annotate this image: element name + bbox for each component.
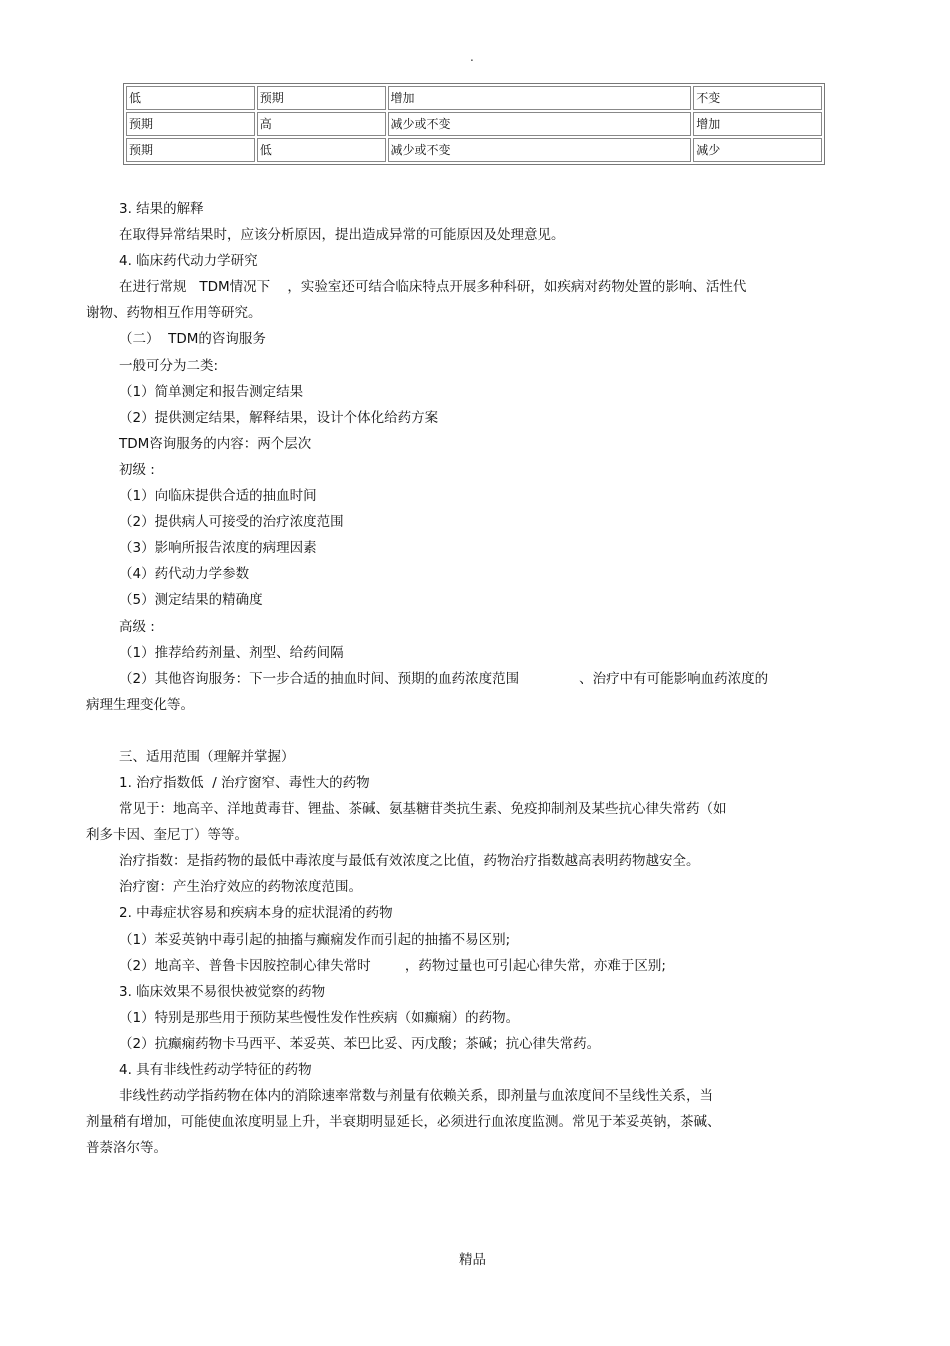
table-cell: 预期 <box>126 112 255 136</box>
text-line: （1）向临床提供合适的抽血时间 <box>119 488 317 505</box>
text-line: 4. 具有非线性药动学特征的药物 <box>119 1062 312 1078</box>
text-line: （1）特别是那些用于预防某些慢性发作性疾病（如癫痫）的药物。 <box>119 1009 520 1026</box>
table-cell: 预期 <box>257 86 386 110</box>
text-line: （5）测定结果的精确度 <box>119 592 263 609</box>
text-line: 病理生理变化等。 <box>86 696 194 713</box>
text-line: （1）简单测定和报告测定结果 <box>119 383 304 400</box>
table-cell: 低 <box>126 86 255 110</box>
text-line: 普萘洛尔等。 <box>86 1140 167 1157</box>
text-line: 初级 : <box>119 461 155 478</box>
text-line: 利多卡因、奎尼丁）等等。 <box>86 827 248 844</box>
text-line: 4. 临床药代动力学研究 <box>119 253 258 270</box>
text-line: （1）苯妥英钠中毒引起的抽搐与癫痫发作而引起的抽搐不易区别; <box>119 931 511 948</box>
table-cell: 减少或不变 <box>388 138 692 162</box>
text-line: 谢物、药物相互作用等研究。 <box>86 305 262 322</box>
text-line: （二） TDM的咨询服务 <box>119 331 266 348</box>
table-cell: 高 <box>257 112 386 136</box>
page-footer: 精品 <box>459 1252 486 1268</box>
text-line: （2）地高辛、普鲁卡因胺控制心律失常时 ，药物过量也可引起心律失常，亦难于区别; <box>119 957 666 974</box>
text-line: 治疗窗：产生治疗效应的药物浓度范围。 <box>119 879 362 896</box>
table-cell: 增加 <box>693 112 822 136</box>
text-line: 高级 : <box>119 618 155 635</box>
table-row <box>126 112 822 136</box>
text-line: （2）抗癫痫药物卡马西平、苯妥英、苯巴比妥、丙戊酸；茶碱；抗心律失常药。 <box>119 1035 601 1052</box>
text-line: 在取得异常结果时，应该分析原因，提出造成异常的可能原因及处理意见。 <box>119 227 565 244</box>
text-line: 1. 治疗指数低 / 治疗窗窄、毒性大的药物 <box>119 774 370 791</box>
table-cell: 预期 <box>126 138 255 162</box>
header-mark: . <box>470 50 474 64</box>
table-cell: 低 <box>257 138 386 162</box>
text-line: 在进行常规 TDM情况下 ，实验室还可结合临床特点开展多种科研，如疾病对药物处置的影响、活性代 <box>119 279 747 296</box>
text-line: 非线性药动学指药物在体内的消除速率常数与剂量有依赖关系，即剂量与血浓度间不呈线性关系，当 <box>119 1088 713 1105</box>
text-line: TDM咨询服务的内容：两个层次 <box>119 435 312 452</box>
document-body <box>86 196 846 1161</box>
text-line: 3. 结果的解释 <box>119 201 204 217</box>
text-line: （2）提供病人可接受的治疗浓度范围 <box>119 514 344 531</box>
text-line: 剂量稍有增加，可能使血浓度明显上升，半衰期明显延长，必须进行血浓度监测。常见于苯妥英钠，茶碱、 <box>86 1114 721 1131</box>
table-cell: 减少或不变 <box>388 112 692 136</box>
text-line: （2）其他咨询服务：下一步合适的抽血时间、预期的血药浓度范围 、治疗中有可能影响血药浓度的 <box>119 670 769 687</box>
table-row <box>126 138 822 162</box>
table-row <box>126 86 822 110</box>
text-line: （1）推荐给药剂量、剂型、给药间隔 <box>119 644 344 661</box>
blank-line <box>86 718 846 744</box>
text-line: （3）影响所报告浓度的病理因素 <box>119 540 317 557</box>
text-line: 2. 中毒症状容易和疾病本身的症状混淆的药物 <box>119 905 393 922</box>
text-line: 一般可分为二类: <box>119 357 219 374</box>
text-line: 治疗指数：是指药物的最低中毒浓度与最低有效浓度之比值，药物治疗指数越高表明药物越安全。 <box>119 853 700 870</box>
text-line: 3. 临床效果不易很快被觉察的药物 <box>119 983 326 1000</box>
text-line: （2）提供测定结果，解释结果，设计个体化给药方案 <box>119 409 439 426</box>
table-cell: 增加 <box>388 86 692 110</box>
table-cell: 减少 <box>693 138 822 162</box>
result-table <box>123 83 825 165</box>
text-line: （4）药代动力学参数 <box>119 566 250 583</box>
table-cell: 不变 <box>693 86 822 110</box>
text-line: 常见于：地高辛、洋地黄毒苷、锂盐、茶碱、氨基糖苷类抗生素、免疫抑制剂及某些抗心律失常药（如 <box>119 801 727 818</box>
text-line: 三、适用范围（理解并掌握） <box>119 748 295 765</box>
